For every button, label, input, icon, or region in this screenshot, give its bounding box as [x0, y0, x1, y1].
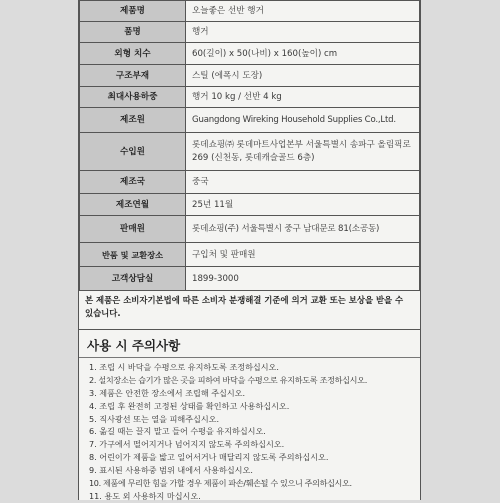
list-item: 2. 설치장소는 습기가 많은 곳을 피하여 바닥을 수평으로 유지하도록 조정하십시오. — [89, 374, 367, 385]
spec-label: 외형 치수 — [80, 43, 186, 65]
spec-row-seller — [80, 216, 420, 243]
spec-value: 롯데쇼핑㈜ 롯데마트사업본부 서울특별시 송파구 올림픽로 269 (신천동, 롯데캐슬골드 6층) — [186, 133, 420, 171]
spec-label: 품명 — [80, 22, 186, 43]
spec-label: 제품명 — [80, 1, 186, 22]
spec-row-item-name — [80, 22, 420, 43]
spec-value: 오늘좋은 선반 행거 — [186, 1, 420, 22]
product-label-sheet — [78, 0, 421, 500]
spec-value: 구입처 및 판매원 — [186, 243, 420, 267]
spec-label: 수입원 — [80, 133, 186, 171]
list-item: 8. 어린이가 제품을 밟고 일어서거나 매달리지 않도록 주의하십시오. — [89, 452, 329, 463]
spec-value: 1899-3000 — [186, 267, 420, 291]
spec-value: 행거 — [186, 22, 420, 43]
list-item: 4. 조립 후 완전히 고정된 상태를 확인하고 사용하십시오. — [89, 400, 290, 411]
spec-value: 롯데쇼핑(주) 서울특별시 중구 남대문로 81(소공동) — [186, 216, 420, 243]
spec-row-customer-center — [80, 267, 420, 291]
spec-label: 판매원 — [80, 216, 186, 243]
spec-row-max-load — [80, 87, 420, 108]
spec-label: 최대사용하중 — [80, 87, 186, 108]
spec-row-manufacture-date — [80, 194, 420, 216]
spec-value: Guangdong Wireking Household Supplies Co.,Ltd. — [186, 108, 420, 133]
spec-row-country — [80, 171, 420, 194]
consumer-notice: 본 제품은 소비자기본법에 따른 소비자 분쟁해결 기준에 의거 교환 또는 보상을 받을 수 있습니다. — [79, 291, 420, 330]
spec-label: 구조부재 — [80, 65, 186, 87]
list-item: 3. 제품은 안전한 장소에서 조립해 주십시오. — [89, 387, 246, 398]
list-item: 1. 조립 시 바닥을 수평으로 유지하도록 조정하십시오. — [89, 362, 279, 372]
spec-label: 제조연월 — [80, 194, 186, 216]
list-item: 11. 용도 외 사용하지 마십시오. — [89, 490, 201, 501]
spec-row-return-place — [80, 243, 420, 267]
spec-row-importer — [80, 133, 420, 171]
spec-row-dimensions — [80, 43, 420, 65]
spec-row-material — [80, 65, 420, 87]
list-item: 6. 옮길 때는 끌지 말고 들어 수평을 유지하십시오. — [89, 426, 266, 437]
spec-label: 고객상담실 — [80, 267, 186, 291]
spec-value: 행거 10 kg / 선반 4 kg — [186, 87, 420, 108]
spec-table — [79, 0, 420, 291]
spec-label: 반품 및 교환장소 — [80, 243, 186, 267]
spec-value: 중국 — [186, 171, 420, 194]
spec-row-manufacturer — [80, 108, 420, 133]
list-item: 9. 표시된 사용하중 범위 내에서 사용하십시오. — [89, 465, 253, 476]
list-item: 10. 제품에 무리한 힘을 가할 경우 제품이 파손/훼손될 수 있으니 주의하십시오. — [89, 478, 352, 489]
spec-value: 60(길이) x 50(나비) x 160(높이) cm — [186, 43, 420, 65]
spec-row-product-name — [80, 1, 420, 22]
list-item: 5. 직사광선 또는 열을 피해주십시오. — [89, 413, 220, 424]
spec-value: 스틸 (에폭시 도장) — [186, 65, 420, 87]
list-item: 7. 가구에서 떨어지거나 넘어지지 않도록 주의하십시오. — [89, 439, 285, 450]
caution-list — [79, 358, 420, 503]
spec-label: 제조원 — [80, 108, 186, 133]
spec-value: 25년 11월 — [186, 194, 420, 216]
spec-label: 제조국 — [80, 171, 186, 194]
caution-title: 사용 시 주의사항 — [79, 330, 420, 358]
